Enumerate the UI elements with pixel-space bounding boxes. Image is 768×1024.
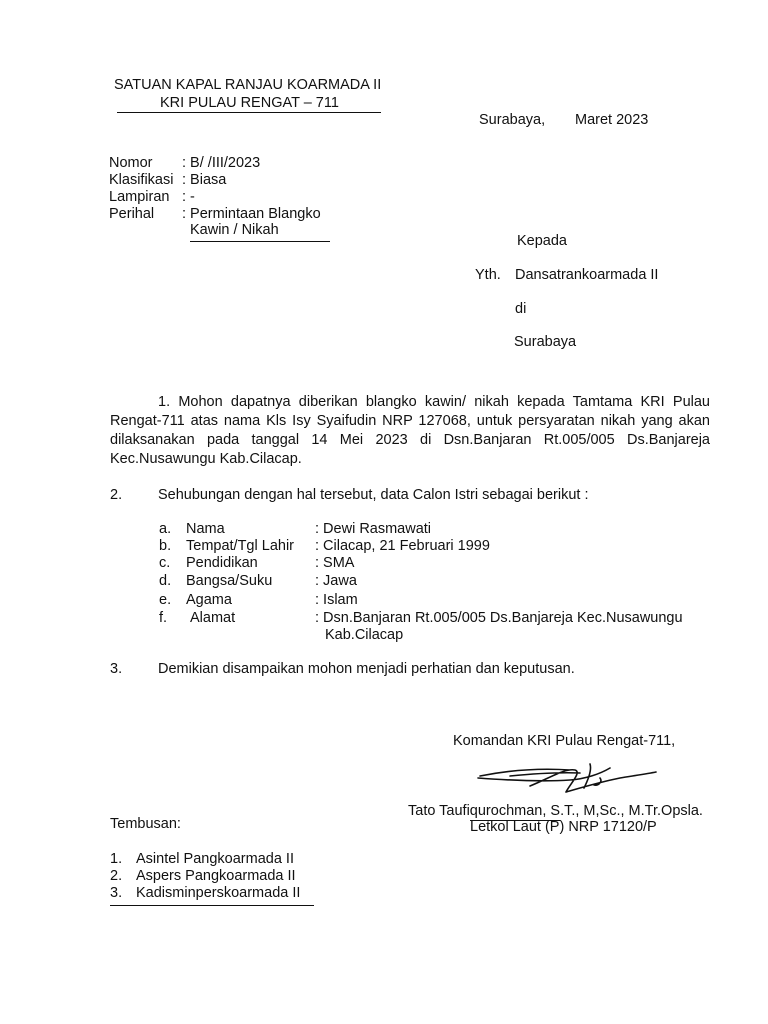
tembusan-text: Aspers Pangkoarmada II	[136, 868, 296, 884]
data-label: Agama	[186, 592, 232, 608]
tembusan-text: Asintel Pangkoarmada II	[136, 851, 294, 867]
address-continuation: Kab.Cilacap	[325, 627, 404, 643]
paragraph-number: 1.	[158, 394, 171, 410]
ref-value: : -	[182, 189, 195, 205]
paragraph-3-text: Demikian disampaikan mohon menjadi perhatian dan keputusan.	[158, 661, 575, 677]
paragraph-3-number: 3.	[110, 661, 123, 677]
data-label: Pendidikan	[186, 555, 258, 571]
tembusan-item	[110, 868, 296, 885]
date: Maret 2023	[575, 112, 649, 128]
signature-title: Komandan KRI Pulau Rengat-711,	[453, 733, 676, 749]
data-label: Alamat	[190, 610, 236, 626]
addressee-name: Dansatrankoarmada II	[515, 267, 659, 283]
data-value: : SMA	[315, 555, 355, 571]
data-letter: d.	[159, 573, 172, 589]
ref-value: : Biasa	[182, 172, 227, 188]
ref-label: Klasifikasi	[109, 172, 174, 188]
tembusan-number: 2.	[110, 868, 123, 884]
subject-line2: Kawin / Nikah	[190, 222, 279, 238]
tembusan-title: Tembusan:	[110, 816, 181, 832]
tembusan-number: 3.	[110, 885, 123, 901]
data-value: : Jawa	[315, 573, 357, 589]
addressee-city: Surabaya	[514, 334, 577, 350]
data-letter: c.	[159, 555, 171, 571]
data-value: : Dewi Rasmawati	[315, 521, 432, 537]
data-letter: a.	[159, 521, 172, 537]
data-value: : Islam	[315, 592, 358, 608]
ref-label: Perihal	[109, 206, 155, 222]
tembusan-text: Kadisminperskoarmada II	[136, 885, 301, 901]
addressee-di: di	[515, 301, 527, 317]
data-value: : Cilacap, 21 Februari 1999	[315, 538, 490, 554]
place: Surabaya,	[479, 112, 546, 128]
tembusan-number: 1.	[110, 851, 123, 867]
data-letter: e.	[159, 592, 172, 608]
header-ship: KRI PULAU RENGAT – 711	[160, 95, 339, 111]
handwritten-signature	[470, 752, 660, 810]
data-letter: f.	[159, 610, 168, 626]
header-underline	[117, 112, 381, 113]
paragraph-1	[110, 393, 710, 469]
data-label: Tempat/Tgl Lahir	[186, 538, 294, 554]
paragraph-text: Mohon dapatnya diberikan blangko kawin/ nikah kepada Tamtama KRI Pulau Rengat-711 atas nama Kls Isy Syaifudin NRP 127068, untuk persyaratan nikah yang akan dilaksanakan pada tanggal 14 Mei 2023 di Dsn.Banjaran Rt.005/005 Ds.Banjareja Kec.Nusawungu Kab.Cilacap.	[110, 394, 710, 467]
ref-value: : Permintaan Blangko	[182, 206, 321, 222]
kepada: Kepada	[517, 233, 567, 249]
subject-underline	[190, 241, 330, 242]
ref-label: Lampiran	[109, 189, 170, 205]
data-value: : Dsn.Banjaran Rt.005/005 Ds.Banjareja Kec.Nusawungu	[315, 610, 683, 626]
ref-value: : B/ /III/2023	[182, 155, 261, 171]
yth: Yth.	[475, 267, 501, 283]
tembusan-underline	[110, 905, 314, 906]
data-label: Nama	[186, 521, 225, 537]
data-letter: b.	[159, 538, 172, 554]
tembusan-item	[110, 851, 294, 868]
paragraph-2-text: Sehubungan dengan hal tersebut, data Calon Istri sebagai berikut :	[158, 487, 589, 503]
tembusan-item	[110, 885, 301, 902]
signatory-name: Tato Taufiqurochman, S.T., M,Sc., M.Tr.Opsla.	[408, 803, 703, 819]
signatory-rank: Letkol Laut (P) NRP 17120/P	[470, 819, 657, 835]
ref-label: Nomor	[109, 155, 153, 171]
data-label: Bangsa/Suku	[186, 573, 273, 589]
header-unit: SATUAN KAPAL RANJAU KOARMADA II	[114, 77, 382, 93]
paragraph-2-number: 2.	[110, 487, 123, 503]
